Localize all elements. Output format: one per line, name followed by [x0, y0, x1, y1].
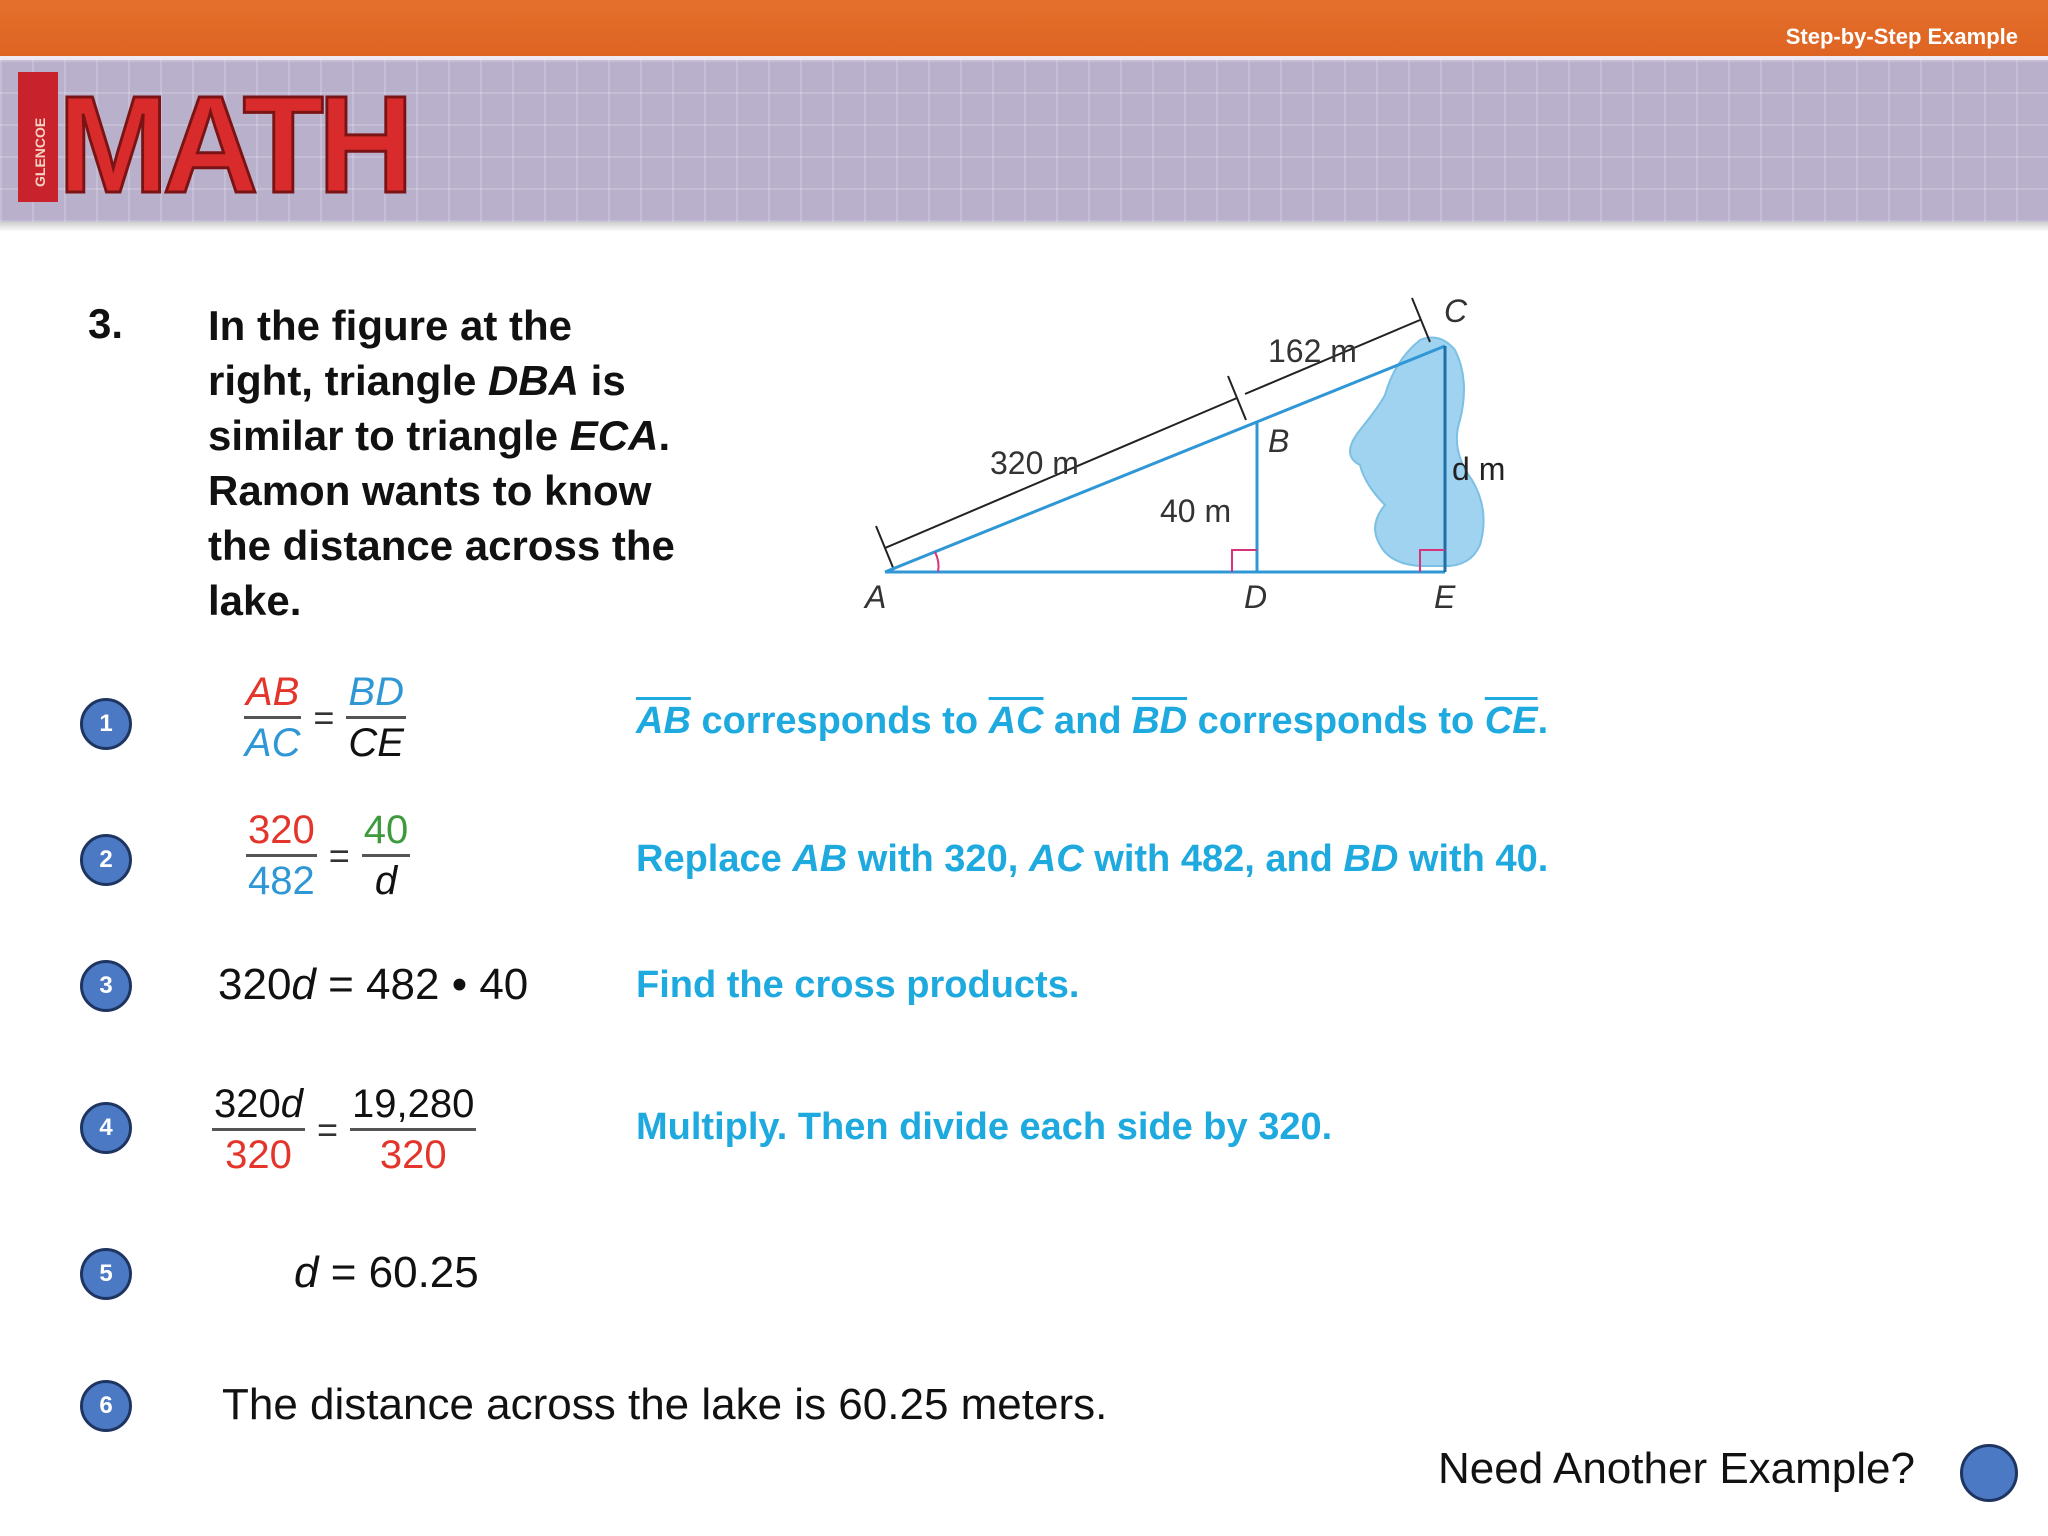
- explanation-text: .: [1537, 700, 1549, 742]
- step-1-right-numerator: BD: [346, 668, 406, 719]
- logo-side-text: GLENCOE: [32, 117, 48, 187]
- step-3-explanation: Find the cross products.: [636, 964, 1080, 1006]
- math-logo: [18, 62, 418, 212]
- vertex-label-d: D: [1244, 579, 1268, 615]
- dimension-tick-a: [876, 526, 894, 570]
- step-4-left-numerator: [212, 1080, 305, 1131]
- numerator-number: 320: [214, 1082, 281, 1126]
- step-number-1[interactable]: 1: [80, 698, 132, 750]
- question-part: In the figure at the right, triangle: [208, 302, 573, 404]
- logo-text: MATH: [58, 68, 408, 212]
- numerator-variable: d: [280, 1082, 303, 1126]
- need-another-example-label: Need Another Example?: [1438, 1444, 1915, 1493]
- step-1-equals: =: [313, 696, 335, 738]
- question-text: [208, 298, 678, 628]
- step-1-explanation: [636, 700, 1548, 743]
- step-4-explanation: Multiply. Then divide each side by 320.: [636, 1106, 1333, 1148]
- segment-ab: AB: [792, 838, 848, 880]
- top-bar: [0, 0, 2048, 56]
- equation-coefficient: 320: [218, 960, 292, 1009]
- measure-ce: d m: [1452, 451, 1506, 487]
- need-another-example-button[interactable]: [1960, 1444, 2018, 1502]
- explanation-text: and: [1043, 700, 1133, 742]
- explanation-text: Replace: [636, 838, 793, 880]
- question-triangle-dba: DBA: [488, 357, 580, 404]
- measure-bc: 162 m: [1268, 333, 1357, 369]
- step-4-left-denominator: 320: [225, 1133, 292, 1177]
- right-angle-d: [1232, 550, 1257, 572]
- equation-variable: d: [294, 1248, 319, 1297]
- step-number-5[interactable]: 5: [80, 1248, 132, 1300]
- vertex-label-a: A: [865, 579, 887, 615]
- explanation-text: with 482, and: [1083, 838, 1344, 880]
- explanation-text: corresponds to: [690, 700, 989, 742]
- step-number-4[interactable]: 4: [80, 1102, 132, 1154]
- vertex-label-c: C: [1444, 293, 1468, 329]
- angle-mark-a: [935, 552, 939, 572]
- step-2-right-denominator: d: [374, 859, 398, 903]
- vertex-label-e: E: [1434, 579, 1456, 615]
- step-4-equals: =: [317, 1108, 339, 1150]
- equation-variable: d: [291, 960, 316, 1009]
- equation-rest: = 482 • 40: [315, 960, 529, 1009]
- segment-ab: $\overline{AB}$: [636, 700, 691, 742]
- segment-bd: $\overline{BD}$: [1132, 700, 1188, 742]
- triangle-lake-figure: [840, 280, 1560, 620]
- question-part: is similar to triangle: [208, 357, 626, 459]
- step-number-3[interactable]: 3: [80, 960, 132, 1012]
- explanation-text: corresponds to: [1187, 700, 1485, 742]
- measure-ab: 320 m: [990, 445, 1079, 481]
- step-1-left-numerator: AB: [244, 668, 301, 719]
- step-2-left-numerator: 320: [246, 806, 317, 857]
- segment-bd: BD: [1343, 838, 1399, 880]
- equation-rest: = 60.25: [318, 1248, 479, 1297]
- vertex-label-b: B: [1268, 423, 1290, 459]
- step-1-left-denominator: AC: [244, 721, 301, 765]
- section-label: Step-by-Step Example: [1785, 24, 2018, 49]
- dimension-tick-b: [1228, 376, 1246, 420]
- segment-ce: $\overline{CE}$: [1484, 700, 1538, 742]
- step-2-equals: =: [328, 834, 350, 876]
- step-2-explanation: [636, 838, 1548, 881]
- step-5-equation: [294, 1248, 479, 1298]
- step-4-right-numerator: 19,280: [350, 1080, 476, 1131]
- step-2-left-denominator: 482: [248, 859, 315, 903]
- segment-ac: AC: [1028, 838, 1084, 880]
- step-6-sentence: The distance across the lake is 60.25 meters.: [222, 1380, 1108, 1429]
- step-4-proportion: [212, 1080, 476, 1179]
- explanation-text: with 320,: [847, 838, 1029, 880]
- step-2-right-numerator: 40: [362, 806, 411, 857]
- step-1-proportion: [244, 668, 406, 767]
- banner-shadow: [0, 222, 2048, 232]
- step-1-right-denominator: CE: [348, 721, 404, 765]
- step-4-right-denominator: 320: [379, 1133, 447, 1177]
- question-triangle-eca: ECA: [569, 412, 659, 459]
- question-part: . Ramon wants to know the distance across the lake.: [208, 412, 675, 624]
- step-3-equation: [218, 960, 528, 1010]
- step-number-6[interactable]: 6: [80, 1380, 132, 1432]
- question-number: 3.: [88, 300, 124, 347]
- dimension-tick-c: [1412, 298, 1430, 342]
- segment-ac: $\overline{AC}$: [988, 700, 1044, 742]
- step-2-proportion: [246, 806, 410, 905]
- explanation-text: with 40.: [1398, 838, 1549, 880]
- measure-bd: 40 m: [1160, 493, 1232, 529]
- step-number-2[interactable]: 2: [80, 834, 132, 886]
